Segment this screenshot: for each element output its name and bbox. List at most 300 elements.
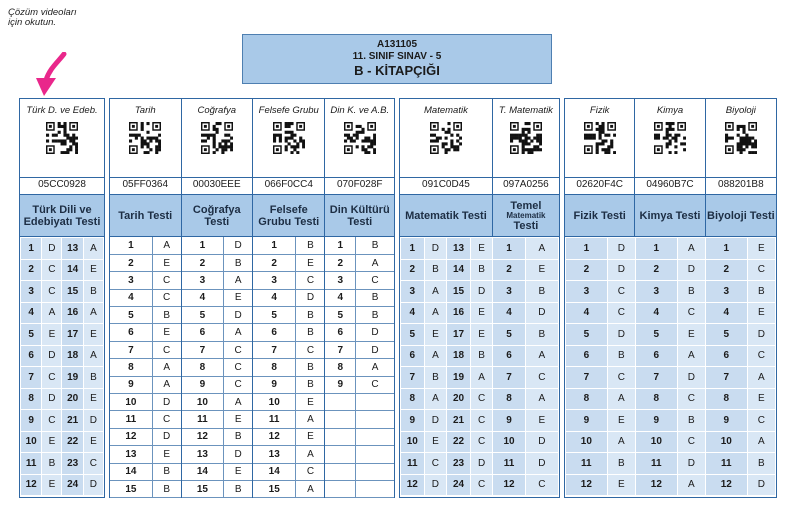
answer-value: D bbox=[470, 453, 493, 475]
question-number: 17 bbox=[62, 324, 83, 346]
answer-row bbox=[110, 480, 181, 497]
question-number: 8 bbox=[325, 359, 355, 376]
answer-value: B bbox=[224, 254, 252, 271]
answer-value: C bbox=[747, 259, 775, 281]
answer-value: B bbox=[525, 324, 558, 346]
answer-row bbox=[182, 359, 253, 376]
answer-row bbox=[253, 324, 324, 341]
subject-name: Matematik bbox=[424, 105, 468, 116]
answer-value: C bbox=[152, 341, 180, 358]
question-number: 11 bbox=[566, 453, 608, 475]
question-number: 6 bbox=[182, 324, 224, 341]
answer-value: A bbox=[356, 254, 394, 271]
subject-name: Tarih bbox=[134, 105, 156, 116]
question-number: 18 bbox=[62, 345, 83, 367]
answer-value: A bbox=[607, 388, 635, 410]
booklet-type: B - KİTAPÇIĞI bbox=[354, 63, 440, 78]
answer-value: A bbox=[747, 431, 775, 453]
question-number: 18 bbox=[447, 345, 471, 367]
answer-row bbox=[566, 345, 776, 367]
answer-row bbox=[110, 446, 181, 463]
question-number: 3 bbox=[705, 281, 747, 303]
answer-row bbox=[182, 376, 253, 393]
question-number: 12 bbox=[401, 474, 425, 496]
question-number: 13 bbox=[182, 446, 224, 463]
question-number: 3 bbox=[182, 272, 224, 289]
answer-row bbox=[21, 431, 104, 453]
question-number: 6 bbox=[705, 345, 747, 367]
answer-value: E bbox=[42, 474, 62, 496]
question-number: 9 bbox=[566, 410, 608, 432]
answer-row bbox=[325, 411, 394, 428]
answer-value: C bbox=[296, 463, 325, 480]
answer-row bbox=[110, 411, 181, 428]
answer-column bbox=[325, 237, 394, 498]
answer-row bbox=[566, 281, 776, 303]
question-number: 13 bbox=[253, 446, 296, 463]
question-number: 7 bbox=[401, 367, 425, 389]
answer-row bbox=[182, 289, 253, 306]
answer-row bbox=[182, 394, 253, 411]
qr-cell-4[interactable] bbox=[325, 99, 394, 194]
question-number: 3 bbox=[253, 272, 296, 289]
basic-math-qr-cell[interactable] bbox=[493, 99, 559, 194]
answer-row bbox=[182, 428, 253, 445]
answer-value: C bbox=[296, 341, 325, 358]
qr-code-icon[interactable] bbox=[129, 122, 161, 154]
answer-value: E bbox=[42, 324, 62, 346]
answer-row bbox=[325, 446, 394, 463]
exam-header bbox=[242, 34, 552, 84]
question-number: 5 bbox=[325, 307, 355, 324]
question-number: 2 bbox=[325, 254, 355, 271]
question-number: 21 bbox=[62, 410, 83, 432]
answer-row bbox=[21, 324, 104, 346]
answer-row bbox=[110, 237, 181, 254]
answer-value: D bbox=[747, 474, 775, 496]
answer-value: D bbox=[356, 341, 394, 358]
video-code: 091C0D45 bbox=[400, 177, 492, 191]
question-number: 11 bbox=[182, 411, 224, 428]
answer-value: C bbox=[224, 341, 252, 358]
answer-value: E bbox=[424, 324, 447, 346]
turkish-qr-cell[interactable] bbox=[20, 99, 104, 194]
answer-value: E bbox=[525, 410, 558, 432]
answer-value: D bbox=[424, 474, 447, 496]
answer-row bbox=[325, 254, 394, 271]
qr-cell-1[interactable] bbox=[110, 99, 182, 194]
test-title-cell bbox=[565, 195, 635, 236]
subject-name: T. Matematik bbox=[498, 105, 553, 116]
answer-value: C bbox=[224, 359, 252, 376]
answer-value: E bbox=[424, 431, 447, 453]
answer-value: A bbox=[356, 359, 394, 376]
answer-row bbox=[253, 359, 324, 376]
answer-value: B bbox=[424, 367, 447, 389]
question-number: 13 bbox=[447, 238, 471, 260]
question-number: 12 bbox=[566, 474, 608, 496]
question-number: 5 bbox=[705, 324, 747, 346]
answer-value: C bbox=[607, 302, 635, 324]
answer-value: E bbox=[677, 324, 705, 346]
answer-value: A bbox=[152, 359, 180, 376]
answer-value: C bbox=[356, 376, 394, 393]
answer-value: C bbox=[470, 388, 493, 410]
answer-value: E bbox=[152, 446, 180, 463]
subject-name: Fizik bbox=[589, 105, 610, 116]
answer-value: C bbox=[42, 281, 62, 303]
question-number: 20 bbox=[447, 388, 471, 410]
question-number: 2 bbox=[110, 254, 152, 271]
answer-value: E bbox=[747, 302, 775, 324]
answer-value: B bbox=[296, 324, 325, 341]
question-number: 24 bbox=[62, 474, 83, 496]
question-number: 15 bbox=[447, 281, 471, 303]
answer-value: A bbox=[424, 345, 447, 367]
answer-value: B bbox=[677, 281, 705, 303]
question-number: 3 bbox=[635, 281, 677, 303]
answer-value bbox=[356, 428, 394, 445]
answer-table bbox=[400, 237, 559, 496]
question-number: 7 bbox=[493, 367, 525, 389]
math-qr-cell[interactable] bbox=[400, 99, 493, 194]
qr-code-icon[interactable] bbox=[430, 122, 462, 154]
question-number: 7 bbox=[182, 341, 224, 358]
test-title-line3: Testi bbox=[513, 219, 539, 232]
answer-value: C bbox=[470, 431, 493, 453]
question-number: 4 bbox=[182, 289, 224, 306]
answer-value: B bbox=[152, 480, 180, 497]
turkish-answer-block bbox=[19, 98, 105, 498]
answer-value: A bbox=[296, 411, 325, 428]
answer-value: E bbox=[607, 410, 635, 432]
answer-table bbox=[182, 237, 253, 498]
answer-table bbox=[325, 237, 394, 498]
question-number: 2 bbox=[566, 259, 608, 281]
answer-row bbox=[401, 238, 559, 260]
answer-value: A bbox=[470, 367, 493, 389]
answer-row bbox=[110, 324, 181, 341]
video-code: 00030EEE bbox=[182, 177, 253, 191]
answer-value: A bbox=[424, 281, 447, 303]
question-number: 3 bbox=[21, 281, 42, 303]
answer-value: B bbox=[677, 410, 705, 432]
question-number: 3 bbox=[325, 272, 355, 289]
answer-value: A bbox=[677, 474, 705, 496]
qr-code-icon[interactable] bbox=[584, 122, 616, 154]
answer-value: A bbox=[525, 388, 558, 410]
answer-row bbox=[182, 480, 253, 497]
question-number: 10 bbox=[401, 431, 425, 453]
question-number: 5 bbox=[21, 324, 42, 346]
answer-row bbox=[253, 411, 324, 428]
answer-row bbox=[325, 376, 394, 393]
question-number: 11 bbox=[493, 453, 525, 475]
qr-code-icon[interactable] bbox=[510, 122, 542, 154]
qr-code-icon[interactable] bbox=[344, 122, 376, 154]
answer-value: E bbox=[747, 238, 775, 260]
answer-row bbox=[566, 474, 776, 496]
answer-row bbox=[110, 289, 181, 306]
answer-value: B bbox=[747, 281, 775, 303]
question-number bbox=[325, 428, 355, 445]
question-number: 5 bbox=[253, 307, 296, 324]
answer-value: C bbox=[152, 272, 180, 289]
answer-value: C bbox=[470, 410, 493, 432]
answer-row bbox=[110, 254, 181, 271]
answer-value: A bbox=[83, 238, 103, 260]
question-number: 13 bbox=[110, 446, 152, 463]
answer-value: A bbox=[224, 394, 252, 411]
question-number: 8 bbox=[493, 388, 525, 410]
answer-value: E bbox=[470, 302, 493, 324]
answer-row bbox=[325, 341, 394, 358]
question-number: 5 bbox=[635, 324, 677, 346]
answer-value: B bbox=[525, 281, 558, 303]
question-number: 4 bbox=[21, 302, 42, 324]
question-number: 16 bbox=[62, 302, 83, 324]
answer-value: C bbox=[356, 272, 394, 289]
question-number: 2 bbox=[253, 254, 296, 271]
answer-row bbox=[110, 341, 181, 358]
answer-row bbox=[182, 272, 253, 289]
subject-name: Türk D. ve Edeb. bbox=[26, 105, 98, 116]
answer-value: D bbox=[525, 302, 558, 324]
qr-cell-3[interactable] bbox=[706, 99, 776, 194]
answer-row bbox=[21, 345, 104, 367]
qr-code-icon[interactable] bbox=[273, 122, 305, 154]
question-number: 1 bbox=[21, 238, 42, 260]
test-title: Biyoloji Testi bbox=[707, 209, 775, 222]
question-number: 1 bbox=[325, 237, 355, 254]
answer-value: C bbox=[42, 367, 62, 389]
subject-name: Felsefe Grubu bbox=[258, 105, 319, 116]
answer-value: B bbox=[83, 367, 103, 389]
question-number: 8 bbox=[705, 388, 747, 410]
video-code: 088201B8 bbox=[706, 177, 776, 191]
question-number: 5 bbox=[566, 324, 608, 346]
question-number: 1 bbox=[253, 237, 296, 254]
answer-row bbox=[401, 367, 559, 389]
answer-value: C bbox=[152, 289, 180, 306]
answer-value: B bbox=[296, 376, 325, 393]
answer-value: E bbox=[83, 259, 103, 281]
answer-value: A bbox=[224, 324, 252, 341]
answer-value: C bbox=[677, 431, 705, 453]
question-number bbox=[325, 411, 355, 428]
answer-row bbox=[325, 359, 394, 376]
answer-row bbox=[566, 259, 776, 281]
answer-row bbox=[401, 259, 559, 281]
answer-value: A bbox=[83, 302, 103, 324]
question-number: 9 bbox=[182, 376, 224, 393]
question-number: 6 bbox=[325, 324, 355, 341]
subject-name: Coğrafya bbox=[197, 105, 237, 116]
answer-column bbox=[253, 237, 325, 498]
answer-value: D bbox=[607, 324, 635, 346]
qr-cell-2[interactable] bbox=[635, 99, 705, 194]
question-number: 4 bbox=[110, 289, 152, 306]
answer-value: D bbox=[83, 410, 103, 432]
answer-value: C bbox=[607, 281, 635, 303]
question-number: 9 bbox=[493, 410, 525, 432]
qr-code-icon[interactable] bbox=[46, 122, 78, 154]
question-number: 1 bbox=[182, 237, 224, 254]
answer-row bbox=[325, 324, 394, 341]
answer-value: E bbox=[224, 463, 252, 480]
question-number: 6 bbox=[21, 345, 42, 367]
answer-row bbox=[253, 446, 324, 463]
question-number: 8 bbox=[635, 388, 677, 410]
question-number: 2 bbox=[705, 259, 747, 281]
question-number: 10 bbox=[21, 431, 42, 453]
answer-value: A bbox=[747, 367, 775, 389]
answer-row bbox=[401, 324, 559, 346]
answer-row bbox=[110, 272, 181, 289]
answer-row bbox=[253, 237, 324, 254]
answer-value bbox=[356, 463, 394, 480]
question-number: 6 bbox=[635, 345, 677, 367]
qr-code-icon[interactable] bbox=[201, 122, 233, 154]
qr-cell-1[interactable] bbox=[565, 99, 635, 194]
test-title-cell bbox=[325, 195, 394, 236]
answer-value: A bbox=[83, 345, 103, 367]
test-title: Din Kültürü Testi bbox=[329, 203, 390, 228]
answer-row bbox=[21, 410, 104, 432]
answer-value: E bbox=[525, 259, 558, 281]
answer-row bbox=[21, 474, 104, 496]
question-number bbox=[325, 480, 355, 497]
answer-row bbox=[21, 453, 104, 475]
answer-value: B bbox=[607, 453, 635, 475]
answer-row bbox=[401, 345, 559, 367]
answer-row bbox=[325, 463, 394, 480]
test-title: Türk Dili ve Edebiyatı Testi bbox=[23, 203, 101, 228]
answer-value: D bbox=[677, 259, 705, 281]
answer-row bbox=[21, 259, 104, 281]
answer-row bbox=[566, 388, 776, 410]
answer-row bbox=[253, 376, 324, 393]
answer-value: A bbox=[42, 302, 62, 324]
video-code: 05CC0928 bbox=[20, 177, 104, 191]
test-title-cell bbox=[706, 195, 776, 236]
answer-value: E bbox=[83, 388, 103, 410]
answer-value: E bbox=[224, 289, 252, 306]
question-number: 12 bbox=[21, 474, 42, 496]
answer-row bbox=[253, 480, 324, 497]
question-number bbox=[325, 446, 355, 463]
exam-name: 11. SINIF SINAV - 5 bbox=[352, 51, 442, 62]
answer-row bbox=[325, 480, 394, 497]
question-number: 12 bbox=[110, 428, 152, 445]
question-number: 1 bbox=[110, 237, 152, 254]
question-number: 8 bbox=[401, 388, 425, 410]
test-title: Kimya Testi bbox=[639, 209, 701, 222]
answer-value: B bbox=[747, 453, 775, 475]
question-number: 7 bbox=[635, 367, 677, 389]
answer-row bbox=[253, 463, 324, 480]
qr-note-line1: Çözüm videoları bbox=[8, 7, 77, 18]
question-number: 21 bbox=[447, 410, 471, 432]
answer-table bbox=[565, 237, 776, 496]
qr-code-icon[interactable] bbox=[725, 122, 757, 154]
qr-cell-3[interactable] bbox=[253, 99, 325, 194]
answer-row bbox=[325, 428, 394, 445]
question-number: 7 bbox=[21, 367, 42, 389]
answer-row bbox=[110, 376, 181, 393]
question-number: 7 bbox=[566, 367, 608, 389]
answer-row bbox=[325, 272, 394, 289]
question-number: 10 bbox=[635, 431, 677, 453]
answer-value: D bbox=[42, 345, 62, 367]
question-number: 14 bbox=[110, 463, 152, 480]
answer-row bbox=[253, 341, 324, 358]
answer-row bbox=[566, 367, 776, 389]
question-number: 4 bbox=[635, 302, 677, 324]
answer-row bbox=[401, 453, 559, 475]
answer-row bbox=[182, 237, 253, 254]
answer-value bbox=[356, 446, 394, 463]
answer-row bbox=[110, 428, 181, 445]
answer-value: C bbox=[677, 302, 705, 324]
answer-row bbox=[566, 324, 776, 346]
answer-value: D bbox=[525, 431, 558, 453]
answer-value bbox=[356, 480, 394, 497]
answer-value: C bbox=[42, 259, 62, 281]
test-title: Coğrafya Testi bbox=[192, 203, 241, 228]
science-answer-block bbox=[564, 98, 777, 498]
question-number: 4 bbox=[493, 302, 525, 324]
answer-row bbox=[182, 324, 253, 341]
answer-value: E bbox=[152, 324, 180, 341]
answer-value: E bbox=[747, 388, 775, 410]
qr-cell-2[interactable] bbox=[182, 99, 254, 194]
answer-row bbox=[21, 388, 104, 410]
question-number: 16 bbox=[447, 302, 471, 324]
qr-code-icon[interactable] bbox=[654, 122, 686, 154]
answer-value: C bbox=[42, 410, 62, 432]
question-number: 11 bbox=[705, 453, 747, 475]
answer-value: C bbox=[152, 411, 180, 428]
question-number: 11 bbox=[253, 411, 296, 428]
question-number: 8 bbox=[566, 388, 608, 410]
answer-row bbox=[253, 289, 324, 306]
video-code: 05FF0364 bbox=[110, 177, 181, 191]
answer-row bbox=[325, 394, 394, 411]
question-number: 24 bbox=[447, 474, 471, 496]
question-number: 8 bbox=[110, 359, 152, 376]
answer-value: D bbox=[296, 289, 325, 306]
answer-row bbox=[110, 394, 181, 411]
answer-value: E bbox=[470, 324, 493, 346]
question-number: 14 bbox=[182, 463, 224, 480]
answer-value: D bbox=[224, 307, 252, 324]
answer-value: A bbox=[607, 431, 635, 453]
answer-value: A bbox=[152, 376, 180, 393]
question-number: 1 bbox=[401, 238, 425, 260]
answer-value: B bbox=[224, 428, 252, 445]
qr-note bbox=[8, 8, 77, 28]
question-number: 5 bbox=[182, 307, 224, 324]
question-number: 9 bbox=[635, 410, 677, 432]
question-number: 8 bbox=[253, 359, 296, 376]
subject-name: Kimya bbox=[656, 105, 684, 116]
question-number: 6 bbox=[493, 345, 525, 367]
question-number: 9 bbox=[253, 376, 296, 393]
answer-value: E bbox=[83, 324, 103, 346]
answer-value: B bbox=[470, 345, 493, 367]
question-number: 11 bbox=[635, 453, 677, 475]
